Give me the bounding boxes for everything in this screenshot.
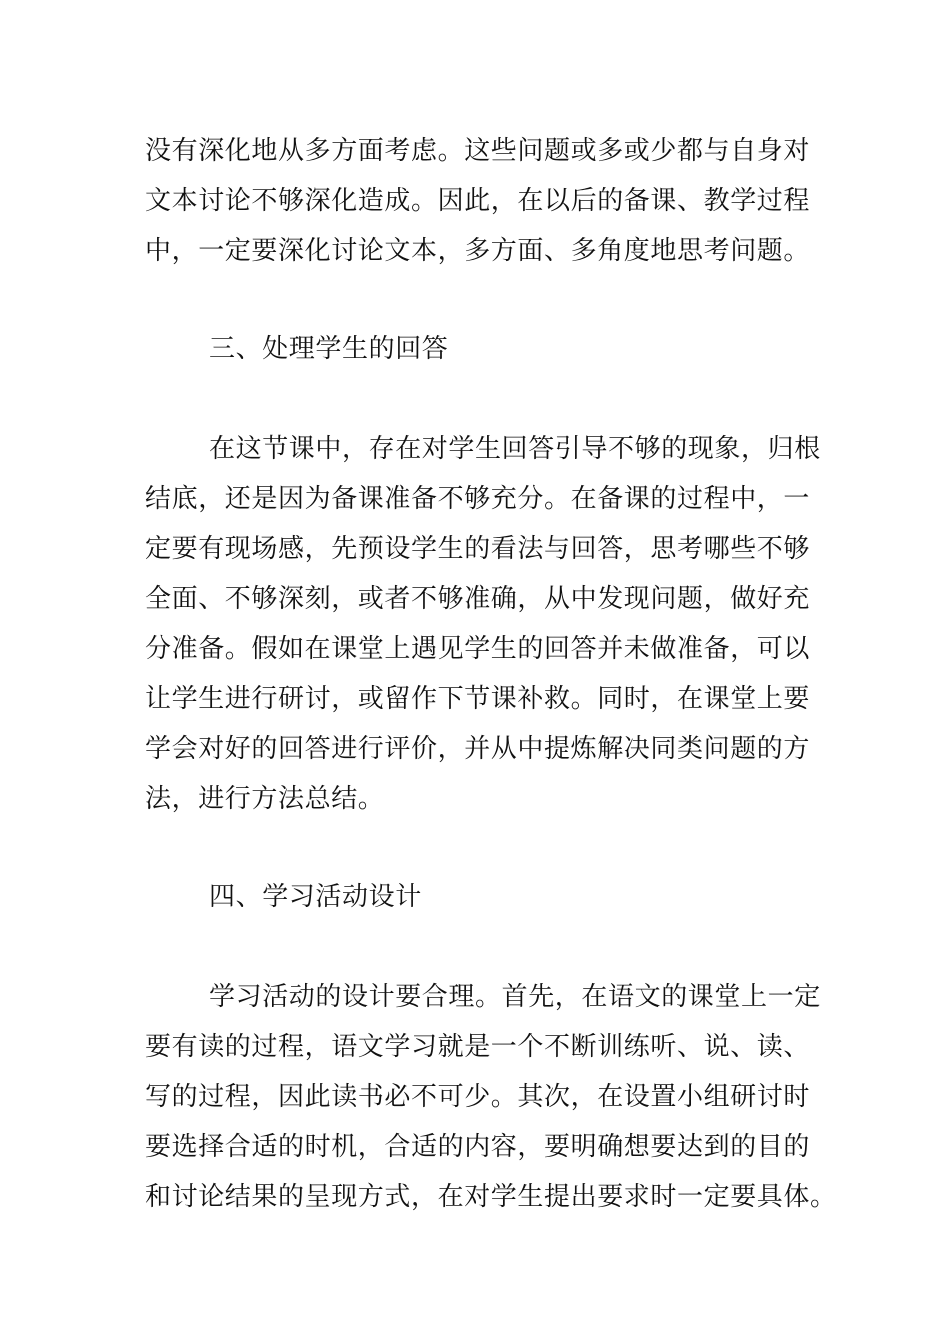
paragraph-3-line-2: 要有读的过程，语文学习就是一个不断训练听、说、读、: [145, 1032, 811, 1062]
paragraph-2-line-6: 让学生进行研讨，或留作下节课补救。同时，在课堂上要: [145, 684, 811, 714]
paragraph-3-line-1: 学习活动的设计要合理。首先，在语文的课堂上一定: [209, 982, 821, 1012]
paragraph-3-line-5: 和讨论结果的呈现方式，在对学生提出要求时一定要具体。: [145, 1182, 837, 1212]
paragraph-1-line-2: 文本讨论不够深化造成。因此，在以后的备课、教学过程: [145, 186, 811, 216]
paragraph-2-line-2: 结底，还是因为备课准备不够充分。在备课的过程中，一: [145, 484, 811, 514]
paragraph-2-line-5: 分准备。假如在课堂上遇见学生的回答并未做准备，可以: [145, 634, 811, 664]
paragraph-1-line-1: 没有深化地从多方面考虑。这些问题或多或少都与自身对: [145, 136, 811, 166]
paragraph-2-line-7: 学会对好的回答进行评价，并从中提炼解决同类问题的方: [145, 734, 811, 764]
paragraph-1-line-3: 中，一定要深化讨论文本，多方面、多角度地思考问题。: [145, 236, 811, 266]
paragraph-2-line-3: 定要有现场感，先预设学生的看法与回答，思考哪些不够: [145, 534, 811, 564]
paragraph-3-line-3: 写的过程，因此读书必不可少。其次，在设置小组研讨时: [145, 1082, 811, 1112]
paragraph-2-line-4: 全面、不够深刻，或者不够准确，从中发现问题，做好充: [145, 584, 811, 614]
paragraph-3-line-4: 要选择合适的时机，合适的内容，要明确想要达到的目的: [145, 1132, 811, 1162]
paragraph-2-line-8: 法，进行方法总结。: [145, 784, 385, 814]
section-heading-4: 四、学习活动设计: [209, 882, 422, 912]
section-heading-3: 三、处理学生的回答: [209, 334, 449, 364]
paragraph-2-line-1: 在这节课中，存在对学生回答引导不够的现象，归根: [209, 434, 821, 464]
